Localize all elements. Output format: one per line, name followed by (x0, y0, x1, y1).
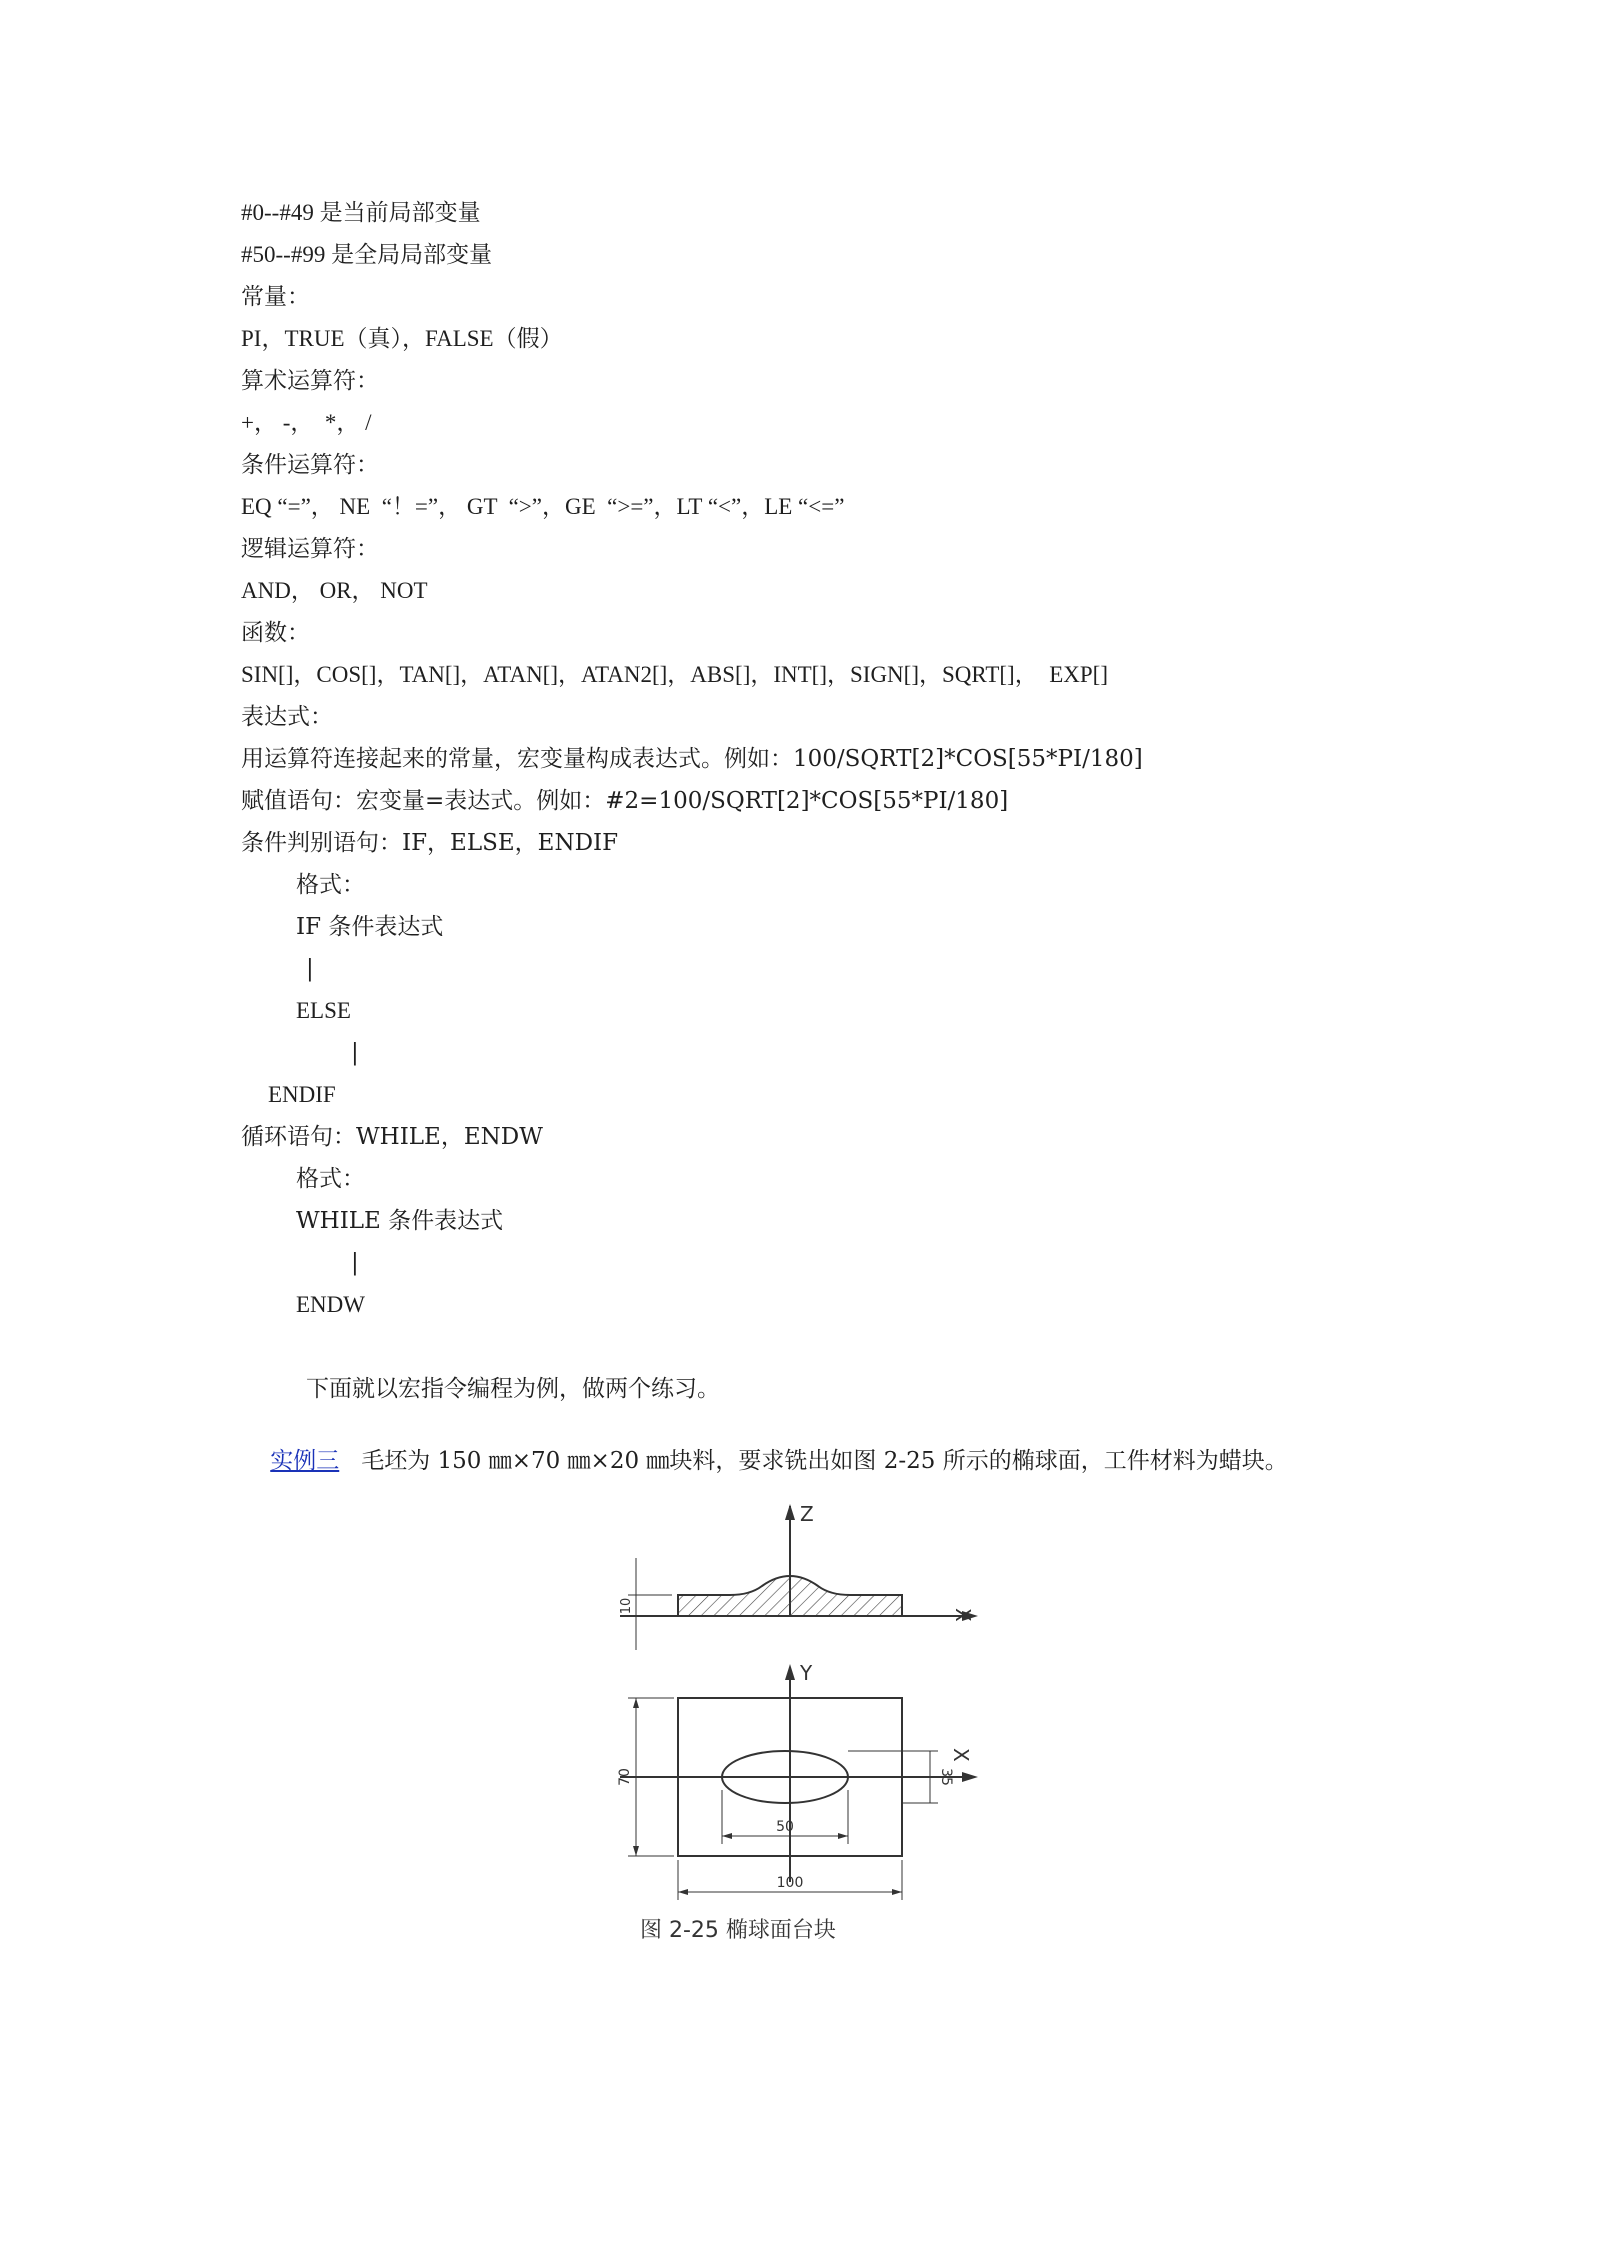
dim-70-label: 70 (617, 1768, 633, 1786)
ellipsoid-profile (678, 1576, 902, 1616)
text-line: 格式： (296, 872, 365, 898)
text-line: 循环语句：WHILE，ENDW (241, 1124, 543, 1150)
x-axis-label-top: X (951, 1608, 975, 1622)
arrow-icon (962, 1772, 978, 1782)
text-line: SIN[]，COS[]，TAN[]，ATAN[]，ATAN2[]，ABS[]，INT[]，SIGN[]，SQRT[]， EXP[] (241, 662, 1108, 687)
arrow-icon (785, 1664, 795, 1680)
text-line: | (351, 1250, 359, 1276)
text-line: 赋值语句：宏变量=表达式。例如：#2=100/SQRT[2]*COS[55*PI/180] (241, 788, 1009, 814)
x-axis-label-bottom: X (949, 1748, 973, 1762)
example-paragraph (241, 1416, 1288, 1506)
example-text: 毛坯为 150 ㎜×70 ㎜×20 ㎜块料，要求铣出如图 2-25 所示的椭球面，工件材料为蜡块。 (361, 1448, 1288, 1474)
text-line: | (306, 956, 314, 982)
arrow-icon (838, 1833, 848, 1839)
text-line: 条件运算符： (241, 452, 379, 478)
arrow-icon (678, 1889, 688, 1895)
figure-caption: 图 2-25 椭球面台块 (640, 1918, 836, 1943)
arrow-icon (633, 1698, 639, 1708)
text-line: 下面就以宏指令编程为例，做两个练习。 (306, 1376, 720, 1402)
arrow-icon (722, 1833, 732, 1839)
text-line: 逻辑运算符： (241, 536, 379, 562)
arrow-icon (785, 1504, 795, 1520)
text-line: ENDIF (268, 1082, 336, 1107)
text-line: ENDW (296, 1292, 365, 1317)
text-line: 条件判别语句：IF，ELSE，ENDIF (241, 830, 619, 856)
text-line: WHILE 条件表达式 (296, 1208, 504, 1234)
text-line: AND， OR， NOT (241, 578, 428, 603)
dim-10-label: 10 (619, 1597, 634, 1615)
arrow-icon (633, 1846, 639, 1856)
text-line: | (351, 1040, 359, 1066)
figure-2-25 (600, 1500, 1020, 2000)
dim-35-label: 35 (938, 1768, 954, 1786)
text-line: EQ “=”， NE “！=”， GT “>”，GE “>=”，LT “<”，LE “<=” (241, 494, 845, 519)
text-line: 算术运算符： (241, 368, 379, 394)
text-line: 用运算符连接起来的常量，宏变量构成表达式。例如：100/SQRT[2]*COS[55*PI/180] (241, 746, 1143, 772)
dim-50-label: 50 (776, 1819, 794, 1835)
dim-100-label: 100 (776, 1875, 804, 1891)
text-line: +， -， *， / (241, 410, 372, 435)
text-line: 表达式： (241, 704, 333, 730)
plan-view (617, 1661, 978, 1900)
example-link[interactable]: 实例三 (270, 1448, 340, 1474)
arrow-icon (892, 1889, 902, 1895)
text-line: #50--#99 是全局局部变量 (241, 242, 493, 267)
z-axis-label: Z (800, 1502, 814, 1526)
text-line: PI，TRUE（真），FALSE（假） (241, 326, 563, 351)
text-line: IF 条件表达式 (296, 914, 444, 940)
text-line: 函数： (241, 620, 310, 646)
y-axis-label: Y (800, 1661, 813, 1685)
text-line: ELSE (296, 998, 351, 1023)
text-line: 常量： (241, 284, 310, 310)
text-line: 格式： (296, 1166, 365, 1192)
text-line: #0--#49 是当前局部变量 (241, 200, 481, 225)
side-view (619, 1502, 978, 1650)
